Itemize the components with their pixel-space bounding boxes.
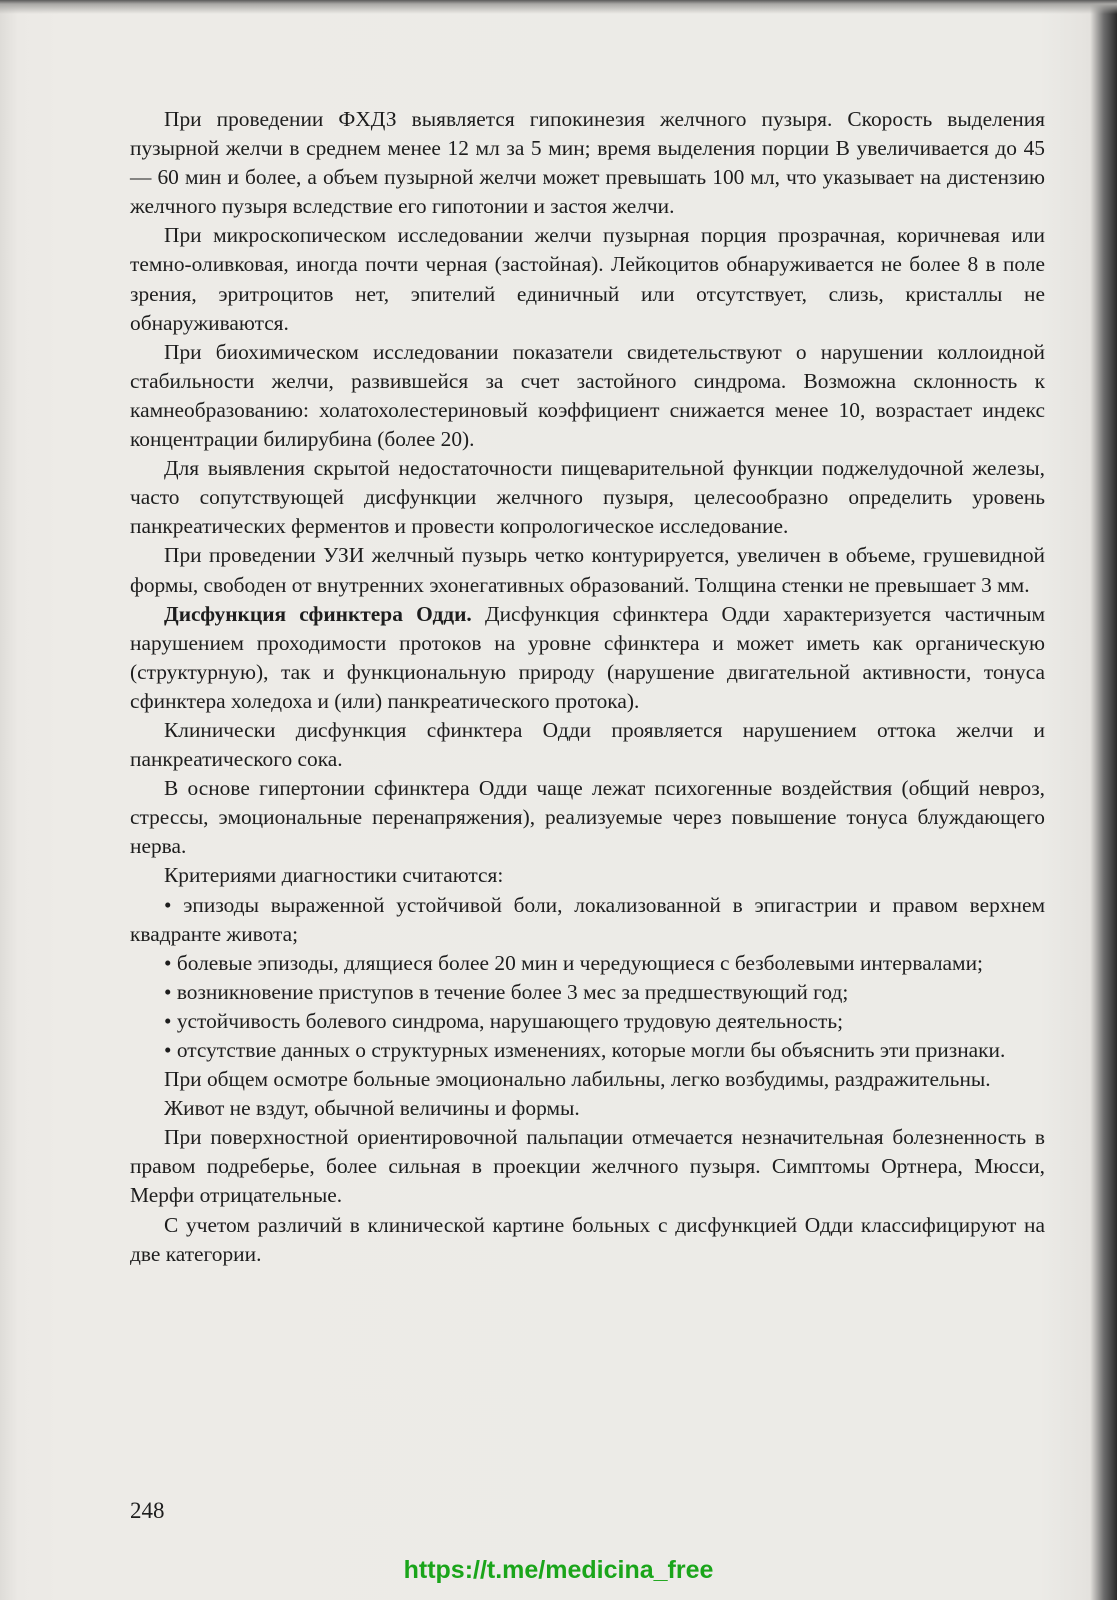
paragraph: При проведении ФХДЗ выявляется гипокинезия желчного пузыря. Скорость выделения пузырной желчи в среднем менее 12 мл за 5 мин; время выделения порции В увеличивается до 45 — 60 мин и более, а объем пузырной желчи может превышать 100 мл, что указывает на дистензию желчного пузыря вследствие его гипотонии и застоя желчи.	[130, 107, 1045, 219]
paragraph: Клинически дисфункция сфинктера Одди проявляется нарушением оттока желчи и панкреатического сока.	[130, 717, 1045, 772]
paragraph: Живот не вздут, обычной величины и формы.	[164, 1096, 580, 1121]
criteria-list-item: • возникновение приступов в течение более 3 мес за предшествующий год;	[164, 979, 849, 1004]
scan-edge-shadow	[0, 0, 1117, 14]
paragraph: Критериями диагностики считаются:	[164, 863, 504, 888]
paragraph: С учетом различий в клинической картине больных с дисфункцией Одди классифицируют на две категории.	[130, 1212, 1045, 1266]
criteria-list-item: • эпизоды выраженной устойчивой боли, локализованной в эпигастрии и правом верхнем квадранте живота;	[130, 892, 1045, 946]
criteria-list-item: • устойчивость болевого синдрома, нарушающего трудовую деятельность;	[164, 1008, 844, 1033]
criteria-list-item: • отсутствие данных о структурных изменениях, которые могли бы объяснить эти признаки.	[164, 1038, 1006, 1062]
paragraph: Для выявления скрытой недостаточности пищеварительной функции поджелудочной железы, часто сопутствующей дисфункции желчного пузыря, целесообразно определить уровень панкреатических ферментов и провести копрологическое исследование.	[130, 456, 1045, 539]
paragraph: При общем осмотре больные эмоционально лабильны, легко возбудимы, раздражительны.	[164, 1067, 991, 1092]
paragraph: При биохимическом исследовании показатели свидетельствуют о нарушении коллоидной стабильности желчи, развившейся за счет застойного синдрома. Возможна склонность к камнеобразованию: холатохолестериновый коэффициент снижается менее 10, возрастает индекс концентрации билирубина (более 20).	[130, 339, 1045, 452]
section-heading: Дисфункция сфинктера Одди.	[164, 601, 472, 626]
criteria-list-item: • болевые эпизоды, длящиеся более 20 мин и чередующиеся с безболевыми интервалами;	[164, 950, 983, 975]
watermark-link[interactable]: https://t.me/medicina_free	[403, 1556, 714, 1584]
paragraph: В основе гипертонии сфинктера Одди чаще лежат психогенные воздействия (общий невроз, стрессы, эмоциональные перенапряжения), реализуемые через повышение тонуса блуждающего нерва.	[130, 776, 1045, 859]
paragraph: При поверхностной ориентировочной пальпации отмечается незначительная болезненность в правом подреберье, более сильная в проекции желчного пузыря. Симптомы Ортнера, Мюсси, Мерфи отрицательные.	[130, 1125, 1045, 1208]
page-number: 248	[130, 1498, 165, 1523]
body-text	[130, 105, 1045, 1269]
paragraph-text: Дисфункция сфинктера Одди характеризуется частичным нарушением проходимости протоков на уровне сфинктера и может иметь как органическую (структурную), так и функциональную природу (нарушение двигательной активности, тонуса сфинктера холедоха и (или) панкреатического протока).	[130, 601, 1045, 713]
paragraph-section-heading	[130, 600, 1045, 716]
paragraph: При проведении УЗИ желчный пузырь четко контурируется, увеличен в объеме, грушевидной формы, свободен от внутренних эхонегативных образований. Толщина стенки не превышает 3 мм.	[130, 543, 1045, 597]
paragraph: При микроскопическом исследовании желчи пузырная порция прозрачная, коричневая или темно-оливковая, иногда почти черная (застойная). Лейкоцитов обнаруживается не более 8 в поле зрения, эритроцитов нет, эпителий единичный или отсутствует, слизь, кристаллы не обнаруживаются.	[130, 223, 1045, 335]
